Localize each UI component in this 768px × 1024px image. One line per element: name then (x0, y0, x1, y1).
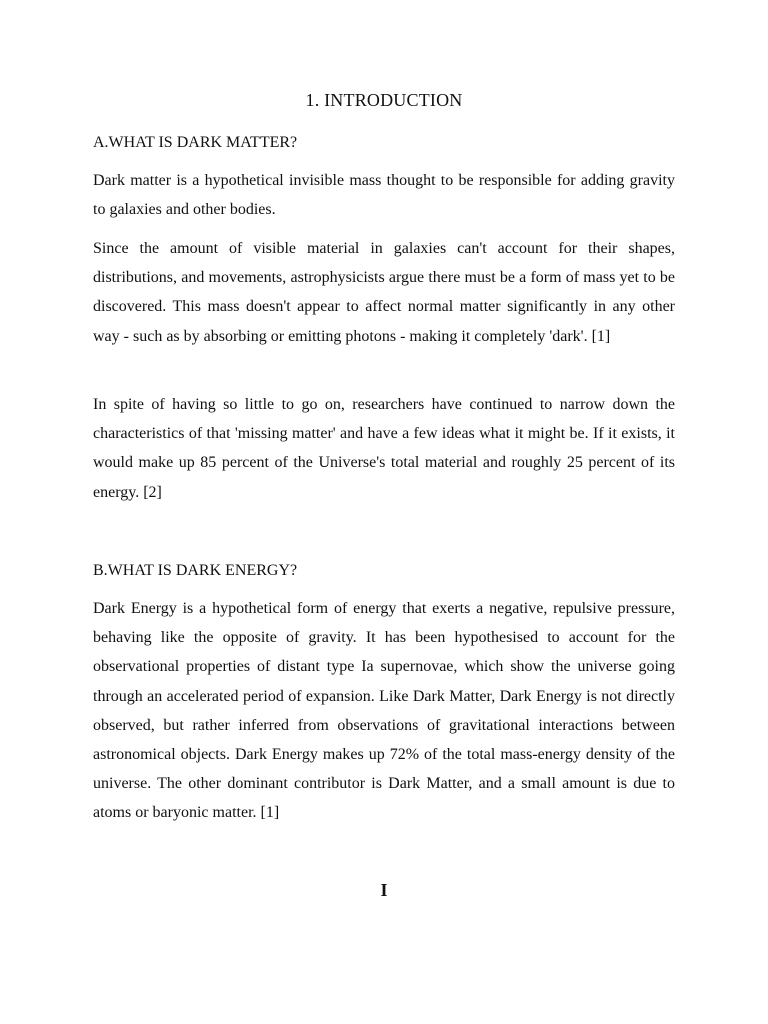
section-heading-dark-energy: B.WHAT IS DARK ENERGY? (93, 562, 298, 579)
paragraph-dark-matter-evidence: Since the amount of visible material in galaxies can't account for their shapes, distributions, and movements, astrophysicists argue there must be a form of mass yet to be discovered. This mass doesn't appear to affect normal matter significantly in any other way - such as by absorbing or emitting photons - making it completely 'dark'. [1] (93, 240, 675, 345)
paragraph-dark-energy-definition: Dark Energy is a hypothetical form of energy that exerts a negative, repulsive pressure, behaving like the opposite of gravity. It has been hypothesised to account for the observational properties of distant type Ia supernovae, which show the universe going through an accelerated period of expansion. Like Dark Matter, Dark Energy is not directly observed, but rather inferred from observations of gravitational interactions between astronomical objects. Dark Energy makes up 72% of the total mass-energy density of the universe. The other dominant contributor is Dark Matter, and a small amount is due to atoms or baryonic matter. [1] (93, 600, 675, 822)
page-number: I (380, 880, 388, 900)
paragraph-dark-matter-definition: Dark matter is a hypothetical invisible mass thought to be responsible for adding gravity to galaxies and other bodies. (93, 172, 675, 219)
page-title: 1. INTRODUCTION (305, 90, 463, 110)
paragraph-dark-matter-research: In spite of having so little to go on, researchers have continued to narrow down the characteristics of that 'missing matter' and have a few ideas what it might be. If it exists, it would make up 85 percent of the Universe's total material and roughly 25 percent of its energy. [2] (93, 396, 675, 501)
section-heading-dark-matter: A.WHAT IS DARK MATTER? (93, 134, 298, 151)
